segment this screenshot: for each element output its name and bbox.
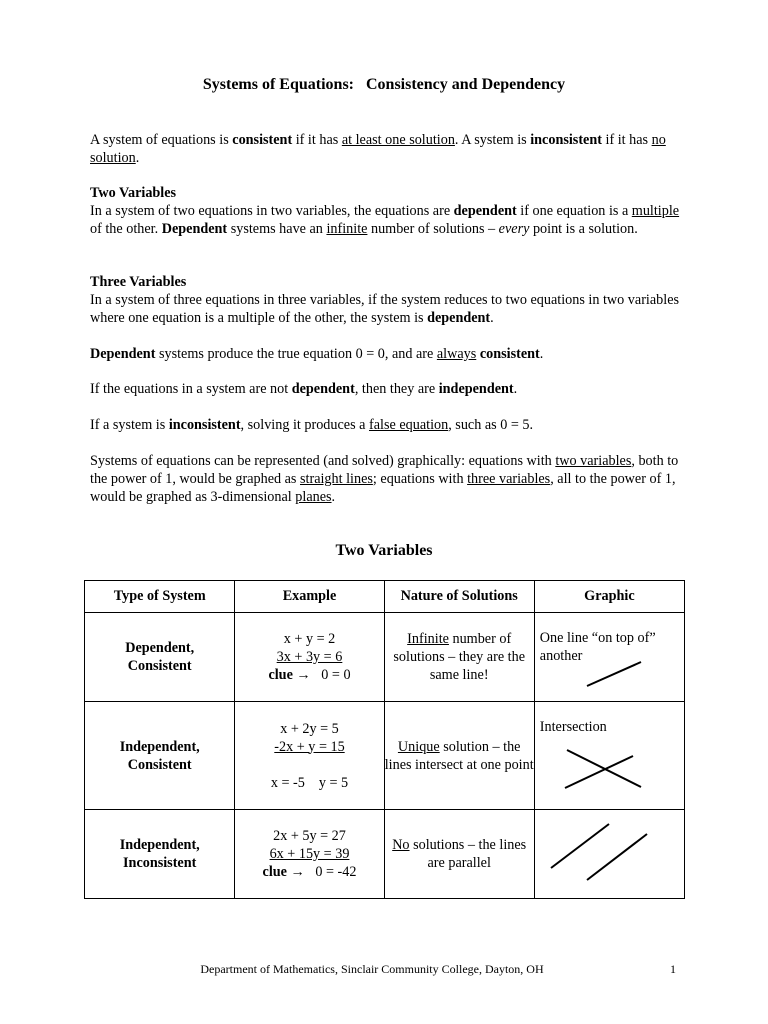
header-nature: Nature of Solutions [384,581,534,613]
graphic-cell [534,702,684,810]
line-graphic [551,824,609,868]
single-line-graphic [535,613,685,701]
two-variables-section [90,184,690,238]
section-title: Two Variables [335,542,433,559]
two-variables-heading: Two Variables [90,185,177,201]
table-row [85,810,685,899]
line-graphic [587,662,641,686]
inconsistent-statement: If a system is inconsistent, solving it produces a false equation, such as 0 = 5. [90,417,534,433]
intro-paragraph: A system of equations is consistent if it has at least one solution. A system is inconsistent if it has no solution. [90,132,666,166]
example-cell [235,810,384,899]
three-variables-section [90,273,690,327]
table-row [85,702,685,810]
footer: Department of Mathematics, Sinclair Community College, Dayton, OH [200,962,544,976]
line-graphic [565,756,633,788]
three-variables-heading: Three Variables [90,274,187,290]
clue-line: clue → 0 = -42 [262,864,357,880]
three-variables-text: In a system of three equations in three variables, if the system reduces to two equations in two variables where one equation is a multiple of the other, the system is dependent. [90,292,680,326]
graphic-cell [534,810,684,899]
equation-1: 2x + 5y = 27 [273,828,346,844]
page-title: Systems of Equations: Consistency and Dependency [202,76,566,93]
nature-cell: Unique solution – the lines intersect at one point [384,702,534,810]
independent-statement: If the equations in a system are not dependent, then they are independent. [90,381,518,397]
table-row [85,613,685,702]
type-cell: Independent, Consistent [85,702,235,810]
table-header-row [85,581,685,613]
graphic-label: Intersection [539,719,607,735]
type-cell: Dependent, Consistent [85,613,235,702]
equation-2: -2x + y = 15 [274,738,345,755]
equation-1: x + y = 2 [283,631,336,647]
clue-line: clue → 0 = 0 [268,667,351,683]
header-type: Type of System [85,581,235,613]
header-graphic: Graphic [534,581,684,613]
equation-2: 3x + 3y = 6 [276,649,343,665]
equation-2: 6x + 15y = 39 [269,846,350,862]
nature-cell: Infinite number of solutions – they are the same line! [384,613,534,702]
graphic-label: One line “on top of” another [539,630,656,664]
page-number: 1 [670,962,676,976]
parallel-lines-graphic [535,810,685,898]
systems-table [84,580,685,899]
two-variables-text: In a system of two equations in two variables, the equations are dependent if one equation is a multiple of the other. Dependent systems have an infinite number of solutions – every point is a solution. [90,203,680,237]
graphic-cell [534,613,684,702]
line-graphic [587,834,647,880]
type-cell: Independent, Inconsistent [85,810,235,899]
example-cell [235,702,384,810]
solution-line: x = -5 y = 5 [270,774,349,791]
nature-cell: No solutions – the lines are parallel [384,810,534,899]
equation-1: x + 2y = 5 [280,720,339,737]
dependent-statement: Dependent systems produce the true equation 0 = 0, and are always consistent. [90,346,544,362]
example-cell [235,613,384,702]
header-example: Example [235,581,384,613]
graphical-paragraph: Systems of equations can be represented (and solved) graphically: equations with two variables, both to the power of 1, would be graphed as straight lines; equations with three variables, all to the power of 1, would be graphed as 3-dimensional planes. [90,453,679,505]
intersection-graphic [535,702,685,809]
